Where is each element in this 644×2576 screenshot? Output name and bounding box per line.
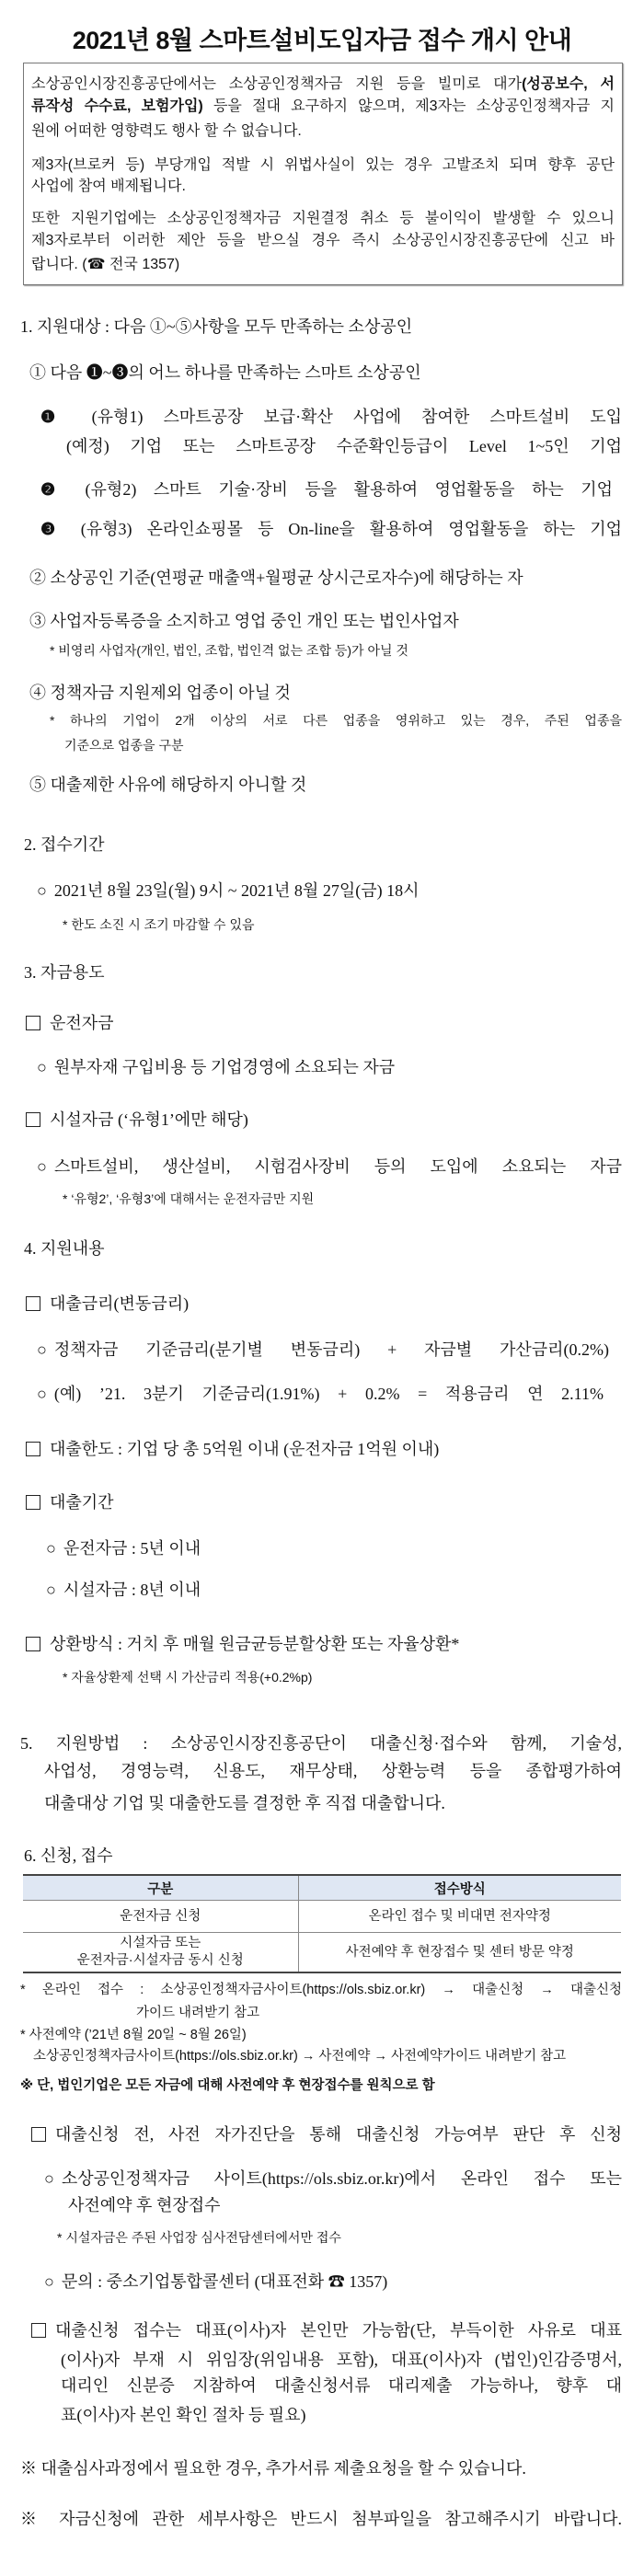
circle-bullet-icon: ○	[37, 881, 47, 900]
table-row	[23, 1933, 621, 1973]
table-row	[23, 1901, 621, 1933]
representative-item	[31, 2319, 622, 2341]
selfcheck-item	[31, 2123, 622, 2145]
square-bullet-icon	[31, 2127, 46, 2142]
type-1-line-2: (예정) 기업 또는 스마트공장 수준확인등급이 Level 1~5인 기업	[66, 437, 622, 455]
section-2-heading: 2. 접수기간	[24, 835, 105, 854]
rate-example	[37, 1383, 604, 1405]
item-text: 대출금리(변동금리)	[50, 1294, 190, 1313]
section-5-line: 대출대상 기업 및 대출한도를 결정한 후 직접 대출합니다.	[44, 1794, 445, 1812]
facility-capital-item	[26, 1109, 248, 1131]
item-text: 대출신청 전, 사전 자가진단을 통해 대출신청 가능여부 판단 후 신청	[55, 2125, 622, 2144]
working-capital-item	[26, 1012, 114, 1034]
square-bullet-icon	[26, 1016, 40, 1030]
notice-line: 랍니다. (☎ 전국 1357)	[31, 257, 180, 272]
notice-line: 원에 어떠한 영향력도 행사 할 수 없습니다.	[31, 123, 302, 139]
item-text: (예) ’21. 3분기 기준금리(1.91%) + 0.2% = 적용금리 연 2.11%	[53, 1385, 604, 1403]
cell-text: 시설자금 또는	[120, 1936, 201, 1950]
inquiry-item	[44, 2271, 387, 2293]
site-item-2: 사전예약 후 현장접수	[68, 2196, 221, 2214]
section-6-heading: 6. 신청, 접수	[24, 1846, 113, 1865]
facility-capital-desc	[37, 1156, 622, 1178]
footer-note-2: ※ 자금신청에 관한 세부사항은 반드시 첨부파일을 참고해주시기 바랍니다.	[20, 2510, 622, 2528]
working-capital-desc	[37, 1056, 395, 1078]
type-label: (유형3)	[80, 520, 132, 538]
cell-method: 사전예약 후 현장접수 및 센터 방문 약정	[298, 1933, 621, 1973]
criterion-4: ④ 정책자금 지원제외 업종이 아닐 것	[29, 684, 291, 702]
item-text: 대출신청 접수는 대표(이사)자 본인만 가능함(단, 부득이한 사유로 대표	[55, 2321, 622, 2340]
reserve-note: * 사전예약 (’21년 8월 20일 ~ 8월 26일)	[20, 2028, 247, 2042]
notice-text: 등을 절대 요구하지 않으며, 제3자는 소상공인정책자금 지	[202, 98, 615, 114]
representative-item-3: 대리인 신분증 지참하여 대출신청서류 대리제출 가능하나, 향후 대	[61, 2376, 622, 2395]
item-text: 원부자재 구입비용 등 기업경영에 소요되는 자금	[53, 1058, 396, 1076]
footer-note-1: ※ 대출심사과정에서 필요한 경우, 추가서류 제출요청을 할 수 있습니다.	[20, 2459, 526, 2478]
criterion-3-note: * 비영리 사업자(개인, 법인, 조합, 법인격 없는 조합 등)가 아닐 것	[50, 643, 408, 658]
square-bullet-icon	[26, 1637, 40, 1651]
item-text: 운전자금 : 5년 이내	[63, 1539, 201, 1558]
square-bullet-icon	[26, 1296, 40, 1311]
term-facility	[46, 1579, 201, 1601]
square-bullet-icon	[26, 1442, 40, 1456]
item-text: 스마트설비, 생산설비, 시험검사장비 등의 도입에 소요되는 자금	[53, 1157, 622, 1176]
bullet-1-icon: ❶	[40, 408, 72, 426]
cell-category	[23, 1933, 298, 1973]
square-bullet-icon	[26, 1112, 40, 1127]
term-item	[26, 1491, 114, 1513]
period-line	[37, 880, 419, 902]
bullet-2-icon: ❷	[40, 480, 69, 499]
notice-line: 제3자(브로커 등) 부당개입 적발 시 위법사실이 있는 경우 고발조치 되며 향후 공단	[31, 157, 615, 173]
notice-line: 사업에 참여 배제됩니다.	[31, 178, 186, 194]
limit-item	[26, 1438, 439, 1460]
criterion-5: ⑤ 대출제한 사유에 해당하지 아니할 것	[29, 776, 307, 794]
item-text: 상환방식 : 거치 후 매월 원금균등분할상환 또는 자율상환*	[50, 1635, 460, 1653]
representative-item-2: (이사)자 부재 시 위임장(위임내용 포함), 대표(이사)자 (법인)인감증명서,	[61, 2351, 622, 2369]
section-5-line: 5. 지원방법 : 소상공인시장진흥공단이 대출신청·접수와 함께, 기술성,	[20, 1734, 622, 1753]
online-note-2: 가이드 내려받기 참고	[136, 2006, 260, 2020]
notice-bold-text: (성공보수, 서	[522, 76, 615, 92]
repay-item	[26, 1633, 459, 1655]
application-method-table	[23, 1874, 621, 1973]
cell-method: 온라인 접수 및 비대면 전자약정	[298, 1901, 621, 1933]
period-note: * 한도 소진 시 조기 마감할 수 있음	[63, 917, 255, 932]
circle-bullet-icon: ○	[37, 1385, 47, 1403]
type-3-line	[40, 518, 622, 540]
site-item	[44, 2168, 622, 2190]
square-bullet-icon	[31, 2323, 46, 2338]
circle-bullet-icon: ○	[44, 2169, 54, 2188]
type-1-line	[40, 406, 622, 428]
type-label: (유형1)	[91, 408, 144, 426]
header-method: 접수방식	[298, 1875, 621, 1901]
circle-bullet-icon: ○	[46, 1581, 56, 1599]
table-header-row	[23, 1875, 621, 1901]
circle-bullet-icon: ○	[37, 1058, 47, 1076]
notice-text: 소상공인시장진흥공단에서는 소상공인정책자금 지원 등을 빌미로 대가	[31, 76, 523, 92]
criterion-4-note-2: 기준으로 업종을 구분	[64, 738, 184, 753]
section-4-heading: 4. 지원내용	[24, 1239, 105, 1258]
item-text: 문의 : 중소기업통합콜센터 (대표전화 ☎ 1357)	[61, 2272, 388, 2291]
criterion-4-note: * 하나의 기업이 2개 이상의 서로 다른 업종을 영위하고 있는 경우, 주된 업종을	[50, 713, 622, 728]
section-5-line: 사업성, 경영능력, 신용도, 재무상태, 상환능력 등을 종합평가하여	[44, 1762, 622, 1780]
rate-item	[26, 1293, 189, 1315]
type-text: 온라인쇼핑몰 등 On-line을 활용하여 영업활동을 하는 기업	[132, 520, 622, 538]
item-text: 정책자금 기준금리(분기별 변동금리) + 자금별 가산금리(0.2%)	[53, 1340, 609, 1359]
cell-category: 운전자금 신청	[23, 1901, 298, 1933]
type-text: 스마트공장 보급·확산 사업에 참여한 스마트설비 도입	[143, 408, 623, 426]
header-category: 구분	[23, 1875, 298, 1901]
circle-bullet-icon: ○	[44, 2272, 54, 2291]
type-2-line	[40, 478, 613, 500]
period-text: 2021년 8월 23일(월) 9시 ~ 2021년 8월 27일(금) 18시	[53, 881, 420, 900]
section-1-heading: 1. 지원대상 : 다음 ①~⑤사항을 모두 만족하는 소상공인	[20, 317, 413, 336]
item-text: 대출한도 : 기업 당 총 5억원 이내 (운전자금 1억원 이내)	[50, 1440, 440, 1458]
notice-line	[31, 96, 615, 118]
corporate-note: ※ 단, 법인기업은 모든 자금에 대해 사전예약 후 현장접수를 원칙으로 함	[20, 2078, 435, 2093]
notice-line: 제3자로부터 이러한 제안 등을 받으실 경우 즉시 소상공인시장진흥공단에 신고 바	[31, 233, 615, 248]
criterion-2: ② 소상공인 기준(연평균 매출액+월평균 상시근로자수)에 해당하는 자	[29, 569, 523, 587]
bullet-3-icon: ❸	[40, 520, 66, 538]
notice-bold-text: 류작성 수수료, 보험가입)	[31, 98, 203, 114]
notice-line: 또한 지원기업에는 소상공인정책자금 지원결정 취소 등 불이익이 발생할 수 있으니	[31, 211, 615, 226]
facility-note: * ‘유형2’, ‘유형3’에 대해서는 운전자금만 지원	[63, 1191, 315, 1206]
cell-text: 운전자금·시설자금 동시 신청	[76, 1953, 244, 1968]
criterion-1: ① 다음 ❶~❸의 어느 하나를 만족하는 스마트 소상공인	[29, 363, 421, 382]
type-text: 스마트 기술·장비 등을 활용하여 영업활동을 하는 기업	[136, 480, 613, 499]
representative-item-4: 표(이사)자 본인 확인 절차 등 필요)	[61, 2406, 306, 2424]
item-text: 대출기간	[50, 1493, 114, 1512]
section-3-heading: 3. 자금용도	[24, 963, 105, 982]
circle-bullet-icon: ○	[46, 1539, 56, 1558]
item-text: 운전자금	[50, 1014, 114, 1032]
term-working	[46, 1537, 201, 1559]
circle-bullet-icon: ○	[37, 1340, 47, 1359]
square-bullet-icon	[26, 1495, 40, 1510]
item-text: 시설자금 (‘유형1’에만 해당)	[50, 1110, 248, 1129]
circle-bullet-icon: ○	[37, 1157, 47, 1176]
criterion-3: ③ 사업자등록증을 소지하고 영업 중인 개인 또는 법인사업자	[29, 612, 459, 630]
rate-desc	[37, 1339, 609, 1361]
item-text: 소상공인정책자금 사이트(https://ols.sbiz.or.kr)에서 온라인 접수 또는	[61, 2169, 622, 2188]
item-text: 시설자금 : 8년 이내	[63, 1581, 201, 1599]
site-note: * 시설자금은 주된 사업장 심사전담센터에서만 접수	[57, 2230, 341, 2245]
page-title: 2021년 8월 스마트설비도입자금 접수 개시 안내	[72, 27, 572, 54]
type-label: (유형2)	[85, 480, 137, 499]
reserve-note-2: 소상공인정책자금사이트(https://ols.sbiz.or.kr) → 사전예약 → 사전예약가이드 내려받기 참고	[33, 2049, 567, 2064]
repay-note: * 자율상환제 선택 시 가산금리 적용(+0.2%p)	[63, 1670, 313, 1685]
online-note: * 온라인 접수 : 소상공인정책자금사이트(https://ols.sbiz.or.kr) → 대출신청 → 대출신청	[20, 1983, 622, 1997]
notice-line	[31, 74, 615, 96]
